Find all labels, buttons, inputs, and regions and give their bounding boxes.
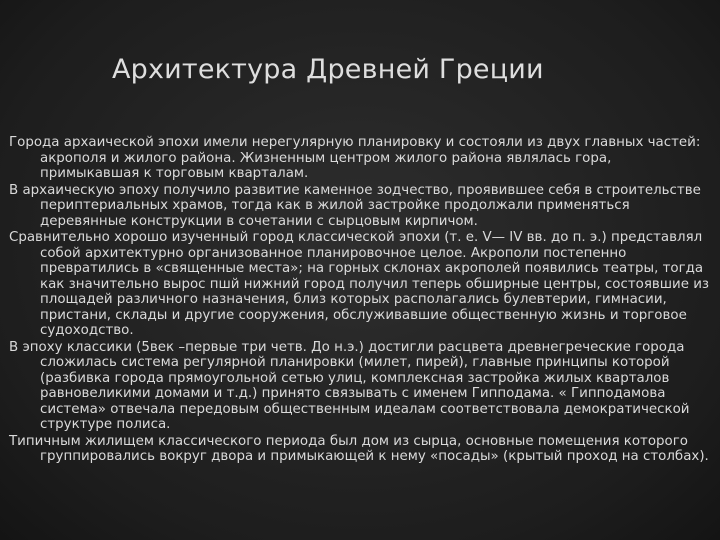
paragraph-archaic-cities: Города архаической эпохи имели нерегулярную планировку и состояли из двух главных частей: акрополя и жилого района. Жизненным центром жилого района являлась гора, примыкавшая к торговым кварталам. bbox=[9, 135, 701, 181]
slide-body bbox=[9, 135, 711, 466]
paragraph-typical-dwelling: Типичным жилищем классического периода был дом из сырца, основные помещения которого группировались вокруг двора и примыкающей к нему «посады» (крытый проход на столбах). bbox=[9, 433, 709, 464]
paragraph-classical-city: Сравнительно хорошо изученный город классической эпохи (т. е. V— IV вв. до п. э.) представлял собой архитектурно организованное планировочное целое. Акрополи постепенно превратились в «священные места»; на горных склонах акрополей появились театры, тогда как значительно вырос пшй нижний город получил теперь обширные центры, состоявшие из площадей различного назначения, близ которых располагались булевтерии, гимнасии, пристани, склады и другие сооружения, обслуживавшие общественную жизнь и торговое судоходство. bbox=[9, 230, 710, 338]
paragraph-stone-architecture: В архаическую эпоху получило развитие каменное зодчество, проявившее себя в строительстве периптериальных храмов, тогда как в жилой застройке продолжали применяться деревянные конструкции в сочетании с сырцовым кирпичом. bbox=[9, 182, 701, 229]
slide-title: Архитектура Древней Греции bbox=[112, 54, 544, 85]
paragraph-hippodamus-system: В эпоху классики (5век –первые три четв. До н.э.) достигли расцвета древнегреческие города сложилась система регулярной планировки (милет, пирей), главные принципы которой (разбивка города прямоугольной сетью улиц, комплексная застройка жилых кварталов равновеликими домами и т.д.) принято связывать с именем Гипподама. « Гипподамова система» отвечала передовым общественным идеалам соответствовала демократической структуре полиса. bbox=[9, 339, 690, 432]
